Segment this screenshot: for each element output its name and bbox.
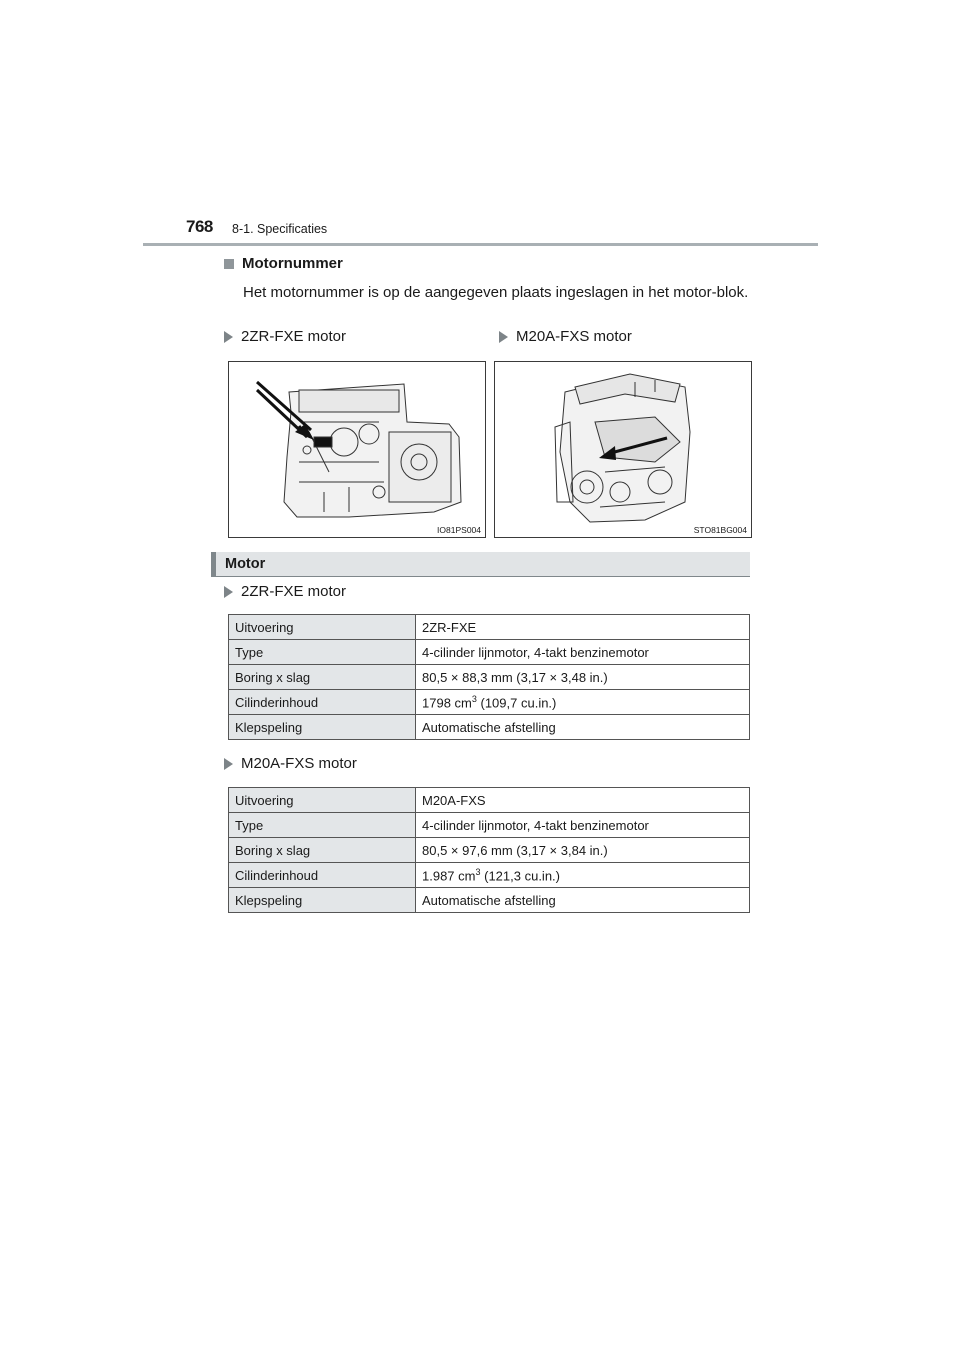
triangle-bullet-icon bbox=[224, 586, 233, 598]
table-row bbox=[229, 863, 750, 888]
figure-right-label-text: M20A-FXS motor bbox=[516, 328, 632, 345]
table2-label-text: M20A-FXS motor bbox=[241, 755, 357, 772]
table1-label-text: 2ZR-FXE motor bbox=[241, 583, 347, 600]
spec-key: Klepspeling bbox=[229, 715, 416, 740]
triangle-bullet-icon bbox=[499, 331, 508, 343]
spec-key: Type bbox=[229, 813, 416, 838]
figure-left-code: IO81PS004 bbox=[437, 525, 481, 535]
header-divider bbox=[143, 243, 818, 246]
spec-value bbox=[416, 863, 750, 888]
engine-m20a-illustration bbox=[495, 362, 751, 537]
figure-right-code: STO81BG004 bbox=[693, 525, 747, 535]
spec-value: M20A-FXS bbox=[416, 788, 750, 813]
table-row bbox=[229, 615, 750, 640]
triangle-bullet-icon bbox=[224, 331, 233, 343]
spec-key: Uitvoering bbox=[229, 615, 416, 640]
spec-key: Boring x slag bbox=[229, 838, 416, 863]
table-row bbox=[229, 838, 750, 863]
spec-key: Klepspeling bbox=[229, 888, 416, 913]
table-row bbox=[229, 690, 750, 715]
motor-section-header bbox=[211, 552, 750, 577]
engine-m20a-figure bbox=[494, 361, 752, 538]
displacement-imperial: (109,7 cu.in.) bbox=[476, 695, 557, 711]
figure-left-label bbox=[224, 328, 346, 345]
table-row bbox=[229, 813, 750, 838]
spec-value: 80,5 × 88,3 mm (3,17 × 3,48 in.) bbox=[416, 665, 750, 690]
spec-key: Boring x slag bbox=[229, 665, 416, 690]
section-title: 8-1. Specificaties bbox=[232, 222, 328, 236]
spec-value bbox=[416, 690, 750, 715]
figure-right-label bbox=[499, 328, 632, 345]
spec-key: Type bbox=[229, 640, 416, 665]
engine-2zr-figure bbox=[228, 361, 486, 538]
spec-table-m20a bbox=[228, 787, 750, 913]
page-number: 768 bbox=[186, 217, 213, 236]
spec-table-2zr bbox=[228, 614, 750, 740]
table-row bbox=[229, 888, 750, 913]
section-accent-bar bbox=[211, 552, 216, 577]
displacement-imperial: (121,3 cu.in.) bbox=[480, 868, 560, 884]
displacement-exponent: 3 bbox=[471, 693, 477, 704]
spec-value: Automatische afstelling bbox=[416, 715, 750, 740]
engine-2zr-illustration bbox=[229, 362, 485, 537]
displacement-value: 1798 cm bbox=[422, 695, 472, 711]
square-bullet-icon bbox=[224, 259, 234, 269]
table-row bbox=[229, 640, 750, 665]
engine-number-paragraph: Het motornummer is op de aangegeven plaats ingeslagen in het motor-blok. bbox=[243, 284, 749, 301]
figure-left-label-text: 2ZR-FXE motor bbox=[241, 328, 347, 345]
spec-key: Uitvoering bbox=[229, 788, 416, 813]
spec-value: 80,5 × 97,6 mm (3,17 × 3,84 in.) bbox=[416, 838, 750, 863]
spec-key: Cilinderinhoud bbox=[229, 863, 416, 888]
displacement-exponent: 3 bbox=[475, 866, 481, 877]
table1-label bbox=[224, 583, 346, 600]
engine-number-heading-text: Motornummer bbox=[242, 255, 343, 272]
spec-value: Automatische afstelling bbox=[416, 888, 750, 913]
table-row bbox=[229, 788, 750, 813]
displacement-value: 1.987 cm bbox=[422, 868, 476, 884]
spec-key: Cilinderinhoud bbox=[229, 690, 416, 715]
spec-value: 4-cilinder lijnmotor, 4-takt benzinemotor bbox=[416, 640, 750, 665]
spec-value: 4-cilinder lijnmotor, 4-takt benzinemotor bbox=[416, 813, 750, 838]
table-row bbox=[229, 665, 750, 690]
engine-number-heading bbox=[224, 255, 343, 272]
table-row bbox=[229, 715, 750, 740]
motor-section-title: Motor bbox=[225, 556, 266, 572]
table2-label bbox=[224, 755, 357, 772]
triangle-bullet-icon bbox=[224, 758, 233, 770]
spec-value: 2ZR-FXE bbox=[416, 615, 750, 640]
